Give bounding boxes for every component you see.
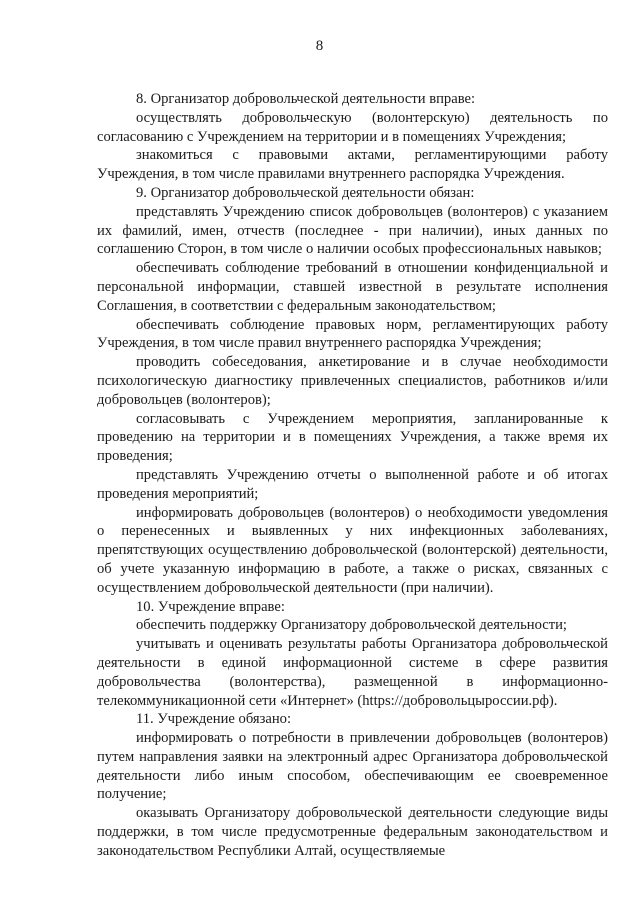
paragraph-8-heading: 8. Организатор добровольческой деятельности вправе: (136, 91, 476, 107)
paragraph-9-heading: 9. Организатор добровольческой деятельности обязан: (136, 184, 475, 201)
paragraph: проводить собеседования, анкетирование и в случае необходимости психологическую диагностику привлеченных специалистов, работников и/или добровольцев (волонтеров); (97, 354, 608, 408)
paragraph-11-heading: 11. Учреждение обязано: (136, 711, 292, 728)
paragraph: информировать о потребности в привлечении добровольцев (волонтеров) путем направления заявки на электронный адрес Организатора добровольческой деятельности либо иным способом, обеспечивающим ее своевременное получение; (97, 730, 608, 803)
paragraph: представлять Учреждению отчеты о выполненной работе и об итогах проведения мероприятий; (97, 466, 608, 502)
paragraph: обеспечивать соблюдение правовых норм, регламентирующих работу Учреждения, в том числе правил внутреннего распорядка Учреждения; (97, 316, 608, 352)
page-number: 8 (315, 38, 324, 54)
paragraph: обеспечивать соблюдение требований в отношении конфиденциальной и персональной информации, ставшей известной в результате исполнения Соглашения, в соответствии с федеральным законодательством; (97, 260, 608, 314)
paragraph: обеспечить поддержку Организатору добровольческой деятельности; (136, 617, 567, 634)
paragraph: согласовывать с Учреждением мероприятия, запланированные к проведению на территории и в помещениях Учреждения, а также время их проведения; (97, 410, 608, 465)
paragraph: информировать добровольцев (волонтеров) о необходимости уведомления о перенесенных и выявленных у них инфекционных заболеваниях, препятствующих осуществлению добровольческой (волонтерской) деятельности, об учете указанную информацию в работе, а также о рисках, связанных с осуществлением добровольческой деятельности (при наличии). (97, 504, 608, 596)
paragraph: учитывать и оценивать результаты работы Организатора добровольческой деятельности в единой информационной системе в сфере развития добровольчества (волонтерства), размещенной в информационно-телекоммуникационной сети «Интернет» (https://добровольцыроссии.рф). (97, 636, 608, 709)
paragraph: оказывать Организатору добровольческой деятельности следующие виды поддержки, в том числе предусмотренные федеральным законодательством и законодательством Республики Алтай, осуществляемые (97, 805, 608, 859)
paragraph: знакомиться с правовыми актами, регламентирующими работу Учреждения, в том числе правилами внутреннего распорядка Учреждения. (97, 147, 608, 183)
paragraph-10-heading: 10. Учреждение вправе: (136, 598, 285, 615)
paragraph: представлять Учреждению список добровольцев (волонтеров) с указанием их фамилий, имен, отчеств (последнее - при наличии), иных данных по соглашению Сторон, в том числе о наличии особых профессиональных навыков; (97, 203, 608, 258)
paragraph: осуществлять добровольческую (волонтерскую) деятельность по согласованию с Учреждением на территории и в помещениях Учреждения; (97, 109, 608, 145)
document-body (97, 90, 608, 861)
